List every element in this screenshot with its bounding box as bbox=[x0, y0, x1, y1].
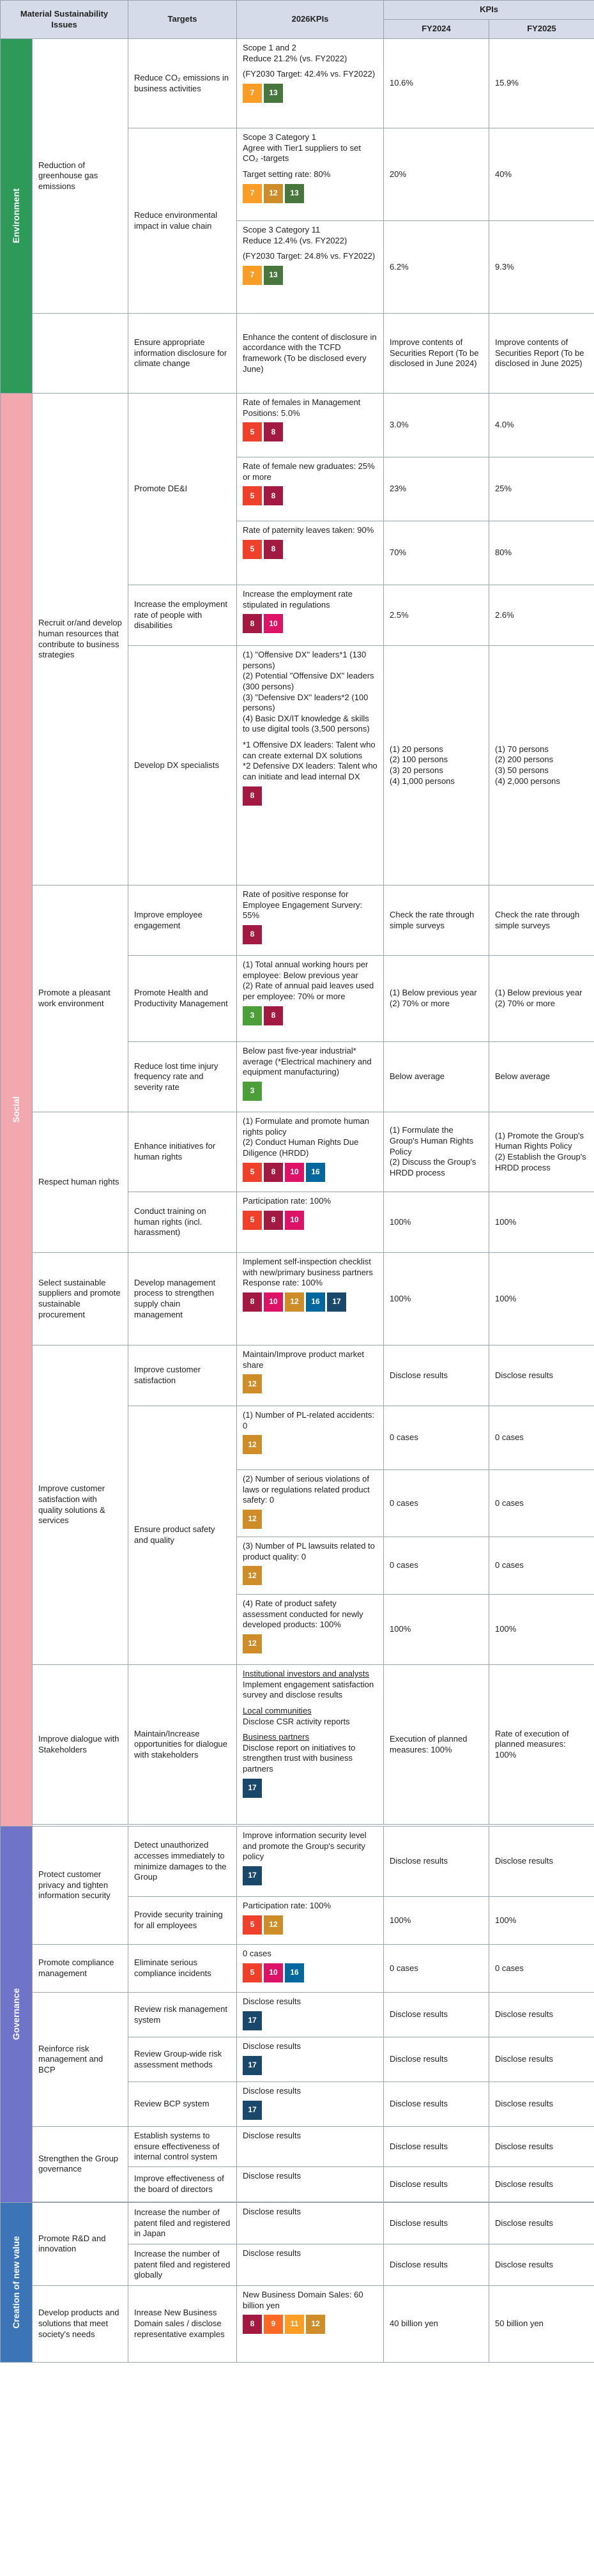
target-cell: Provide security training for all employees bbox=[128, 1897, 237, 1945]
fy2024-value: 0 cases bbox=[384, 1470, 489, 1537]
kpi-cell: Scope 3 Category 11 Reduce 12.4% (vs. FY2022) (FY2030 Target: 24.8% vs. FY2022) 7 13 bbox=[237, 221, 384, 314]
kpi-cell: Maintain/Improve product market share 12 bbox=[237, 1346, 384, 1406]
kpi-cell: (1) Number of PL-related accidents: 0 12 bbox=[237, 1406, 384, 1470]
fy2024-value: 0 cases bbox=[384, 1537, 489, 1595]
fy2025-value: 100% bbox=[489, 1595, 594, 1665]
table-row bbox=[1, 1945, 594, 1993]
issue-cell: Recruit or/and develop human resources that contribute to business strategies bbox=[33, 394, 128, 885]
kpi-cell: Participation rate: 100% 5 12 bbox=[237, 1897, 384, 1945]
target-cell: Review risk management system bbox=[128, 1993, 237, 2037]
fy2025-value: Improve contents of Securities Report (To be disclosed in June 2025) bbox=[489, 314, 594, 394]
kpi-cell: Below past five-year industrial* average (*Electrical machinery and equipment manufacturing) 3 bbox=[237, 1042, 384, 1112]
fy2025-value: 80% bbox=[489, 521, 594, 585]
target-cell: Improve effectiveness of the board of directors bbox=[128, 2166, 237, 2202]
fy2025-value: 9.3% bbox=[489, 221, 594, 314]
fy2025-value: (1) Promote the Group's Human Rights Policy (2) Establish the Group's HRDD process bbox=[489, 1112, 594, 1192]
header-2026kpis: 2026KPIs bbox=[237, 1, 384, 39]
kpi-cell: Disclose results bbox=[237, 2244, 384, 2285]
fy2024-value: Execution of planned measures: 100% bbox=[384, 1665, 489, 1825]
header-material: Material Sustainability Issues bbox=[1, 1, 128, 39]
kpi-cell: Rate of paternity leaves taken: 90% 5 8 bbox=[237, 521, 384, 585]
target-cell: Inrease New Business Domain sales / disclose representative examples bbox=[128, 2285, 237, 2362]
target-cell: Reduce lost time injury frequency rate and severity rate bbox=[128, 1042, 237, 1112]
header-kpis: KPIs bbox=[384, 1, 594, 20]
kpi-cell: Disclose results bbox=[237, 2166, 384, 2202]
header-fy2025: FY2025 bbox=[489, 20, 594, 39]
issue-cell: Promote compliance management bbox=[33, 1945, 128, 1993]
fy2025-value: Rate of execution of planned measures: 100% bbox=[489, 1665, 594, 1825]
target-cell: Review Group-wide risk assessment methods bbox=[128, 2037, 237, 2082]
kpi-cell: Participation rate: 100% 5 8 10 bbox=[237, 1192, 384, 1253]
fy2024-value: 23% bbox=[384, 457, 489, 521]
kpi-cell: 0 cases 5 10 16 bbox=[237, 1945, 384, 1993]
sdg-icons: 7 12 13 bbox=[243, 184, 377, 203]
kpi-cell: Institutional investors and analysts Implement engagement satisfaction survey and disclose results Local communities Disclose CSR activity reports Business partners Disclose report on initiatives to strengthen trust with business partners 17 bbox=[237, 1665, 384, 1825]
fy2025-value: Check the rate through simple surveys bbox=[489, 885, 594, 956]
issue-cell: Reduction of greenhouse gas emissions bbox=[33, 39, 128, 314]
fy2025-value: 2.6% bbox=[489, 585, 594, 646]
fy2024-value: 0 cases bbox=[384, 1406, 489, 1470]
sdg-icons: 7 13 bbox=[243, 84, 377, 103]
fy2024-value: Disclose results bbox=[384, 1993, 489, 2037]
fy2025-value: Disclose results bbox=[489, 2202, 594, 2244]
kpi-cell: Implement self-inspection checklist with new/primary business partners Response rate: 100% 8 10 12 16 17 bbox=[237, 1253, 384, 1346]
kpi-cell: (3) Number of PL lawsuits related to product quality: 0 12 bbox=[237, 1537, 384, 1595]
fy2024-value: Disclose results bbox=[384, 2202, 489, 2244]
target-cell: Reduce CO₂ emissions in business activities bbox=[128, 39, 237, 128]
target-cell: Establish systems to ensure effectiveness of internal control system bbox=[128, 2127, 237, 2167]
target-cell: Detect unauthorized accesses immediately to minimize damages to the Group bbox=[128, 1827, 237, 1897]
fy2024-value: (1) Formulate the Group's Human Rights Policy (2) Discuss the Group's HRDD process bbox=[384, 1112, 489, 1192]
table-row bbox=[1, 885, 594, 956]
fy2025-value: Disclose results bbox=[489, 2127, 594, 2167]
fy2025-value: Disclose results bbox=[489, 2244, 594, 2285]
fy2025-value: 0 cases bbox=[489, 1945, 594, 1993]
target-cell: Promote Health and Productivity Management bbox=[128, 956, 237, 1042]
target-cell: Review BCP system bbox=[128, 2082, 237, 2127]
category-environment: Environment bbox=[1, 39, 33, 394]
kpi-cell: (1) "Offensive DX" leaders*1 (130 persons) (2) Potential "Offensive DX" leaders (300 persons) (3) "Defensive DX" leaders*2 (100 persons) (4) Basic DX/IT knowledge & skills to use digital tools (3,500 persons) *1 Offensive DX leaders: Talent who can create external DX solutions *2 Defensive DX leaders: Talent who can initiate and lead internal DX 8 bbox=[237, 646, 384, 885]
target-cell: Increase the number of patent filed and registered in Japan bbox=[128, 2202, 237, 2244]
category-creation-of-new-value: Creation of new value bbox=[1, 2202, 33, 2362]
fy2025-value: 25% bbox=[489, 457, 594, 521]
issue-cell: Protect customer privacy and tighten information security bbox=[33, 1827, 128, 1945]
fy2025-value: 0 cases bbox=[489, 1537, 594, 1595]
fy2024-value: Disclose results bbox=[384, 2244, 489, 2285]
fy2024-value: 10.6% bbox=[384, 39, 489, 128]
target-cell: Eliminate serious compliance incidents bbox=[128, 1945, 237, 1993]
category-governance: Governance bbox=[1, 1827, 33, 2203]
target-cell: Develop management process to strengthen supply chain management bbox=[128, 1253, 237, 1346]
fy2024-value: 3.0% bbox=[384, 394, 489, 457]
fy2024-value: 100% bbox=[384, 1192, 489, 1253]
fy2025-value: (1) 70 persons (2) 200 persons (3) 50 persons (4) 2,000 persons bbox=[489, 646, 594, 885]
kpi-cell: Enhance the content of disclosure in accordance with the TCFD framework (To be disclosed every June) bbox=[237, 314, 384, 394]
fy2025-value: Below average bbox=[489, 1042, 594, 1112]
kpi-cell: Disclose results 17 bbox=[237, 2037, 384, 2082]
kpi-cell: Increase the employment rate stipulated in regulations 8 10 bbox=[237, 585, 384, 646]
fy2025-value: 100% bbox=[489, 1897, 594, 1945]
table-row bbox=[1, 2127, 594, 2167]
target-cell: Improve customer satisfaction bbox=[128, 1346, 237, 1406]
fy2025-value: 100% bbox=[489, 1253, 594, 1346]
kpi-cell: Rate of female new graduates: 25% or more 5 8 bbox=[237, 457, 384, 521]
issue-cell: Improve customer satisfaction with quality solutions & services bbox=[33, 1346, 128, 1665]
fy2024-value: 100% bbox=[384, 1595, 489, 1665]
table-row bbox=[1, 39, 594, 128]
fy2025-value: Disclose results bbox=[489, 2037, 594, 2082]
fy2025-value: Disclose results bbox=[489, 1346, 594, 1406]
kpi-cell: Rate of females in Management Positions: 5.0% 5 8 bbox=[237, 394, 384, 457]
fy2025-value: 15.9% bbox=[489, 39, 594, 128]
fy2025-value: 40% bbox=[489, 128, 594, 221]
fy2024-value: 40 billion yen bbox=[384, 2285, 489, 2362]
issue-cell: Respect human rights bbox=[33, 1112, 128, 1253]
fy2025-value: 0 cases bbox=[489, 1406, 594, 1470]
fy2024-value: 0 cases bbox=[384, 1945, 489, 1993]
fy2024-value: 20% bbox=[384, 128, 489, 221]
header-targets: Targets bbox=[128, 1, 237, 39]
fy2024-value: Check the rate through simple surveys bbox=[384, 885, 489, 956]
fy2024-value: 100% bbox=[384, 1253, 489, 1346]
fy2024-value: Disclose results bbox=[384, 1827, 489, 1897]
fy2024-value: (1) Below previous year (2) 70% or more bbox=[384, 956, 489, 1042]
target-cell: Enhance initiatives for human rights bbox=[128, 1112, 237, 1192]
fy2024-value: Disclose results bbox=[384, 2127, 489, 2167]
kpi-cell: Rate of positive response for Employee Engagement Survery: 55% 8 bbox=[237, 885, 384, 956]
target-cell: Improve employee engagement bbox=[128, 885, 237, 956]
fy2025-value: Disclose results bbox=[489, 1827, 594, 1897]
target-cell: Promote DE&I bbox=[128, 394, 237, 585]
issue-cell: Promote a pleasant work environment bbox=[33, 885, 128, 1112]
table-row bbox=[1, 1346, 594, 1406]
target-cell: Maintain/Increase opportunities for dialogue with stakeholders bbox=[128, 1665, 237, 1825]
kpi-cell: Disclose results 17 bbox=[237, 1993, 384, 2037]
target-cell: Develop DX specialists bbox=[128, 646, 237, 885]
fy2025-value: 50 billion yen bbox=[489, 2285, 594, 2362]
fy2024-value: (1) 20 persons (2) 100 persons (3) 20 persons (4) 1,000 persons bbox=[384, 646, 489, 885]
fy2025-value: Disclose results bbox=[489, 2166, 594, 2202]
fy2025-value: (1) Below previous year (2) 70% or more bbox=[489, 956, 594, 1042]
fy2024-value: 70% bbox=[384, 521, 489, 585]
kpi-cell: Scope 3 Category 1 Agree with Tier1 suppliers to set CO₂ -targets Target setting rate: 80% 7 12 13 bbox=[237, 128, 384, 221]
target-cell: Ensure appropriate information disclosure for climate change bbox=[128, 314, 237, 394]
fy2024-value: 2.5% bbox=[384, 585, 489, 646]
target-cell: Conduct training on human rights (incl. harassment) bbox=[128, 1192, 237, 1253]
table-row bbox=[1, 314, 594, 394]
fy2025-value: 100% bbox=[489, 1192, 594, 1253]
kpi-cell: Scope 1 and 2 Reduce 21.2% (vs. FY2022) (FY2030 Target: 42.4% vs. FY2022) 7 13 bbox=[237, 39, 384, 128]
table-row bbox=[1, 1253, 594, 1346]
fy2024-value: Disclose results bbox=[384, 2037, 489, 2082]
kpi-cell: (1) Formulate and promote human rights policy (2) Conduct Human Rights Due Diligence (HRDD) 5 8 10 16 bbox=[237, 1112, 384, 1192]
table-row bbox=[1, 2202, 594, 2244]
kpi-cell: (1) Total annual working hours per employee: Below previous year (2) Rate of annual paid leaves used per employee: 70% or more 3 8 bbox=[237, 956, 384, 1042]
fy2024-value: Disclose results bbox=[384, 2166, 489, 2202]
category-social: Social bbox=[1, 394, 33, 1827]
target-cell: Increase the employment rate of people with disabilities bbox=[128, 585, 237, 646]
kpi-cell: (4) Rate of product safety assessment conducted for newly developed products: 100% 12 bbox=[237, 1595, 384, 1665]
kpi-cell: Disclose results bbox=[237, 2127, 384, 2167]
table-row bbox=[1, 1665, 594, 1825]
table-row bbox=[1, 1993, 594, 2037]
table-row bbox=[1, 2285, 594, 2362]
fy2024-value: Improve contents of Securities Report (To be disclosed in June 2024) bbox=[384, 314, 489, 394]
table-row bbox=[1, 1827, 594, 1897]
fy2025-value: 4.0% bbox=[489, 394, 594, 457]
kpi-cell: Improve information security level and promote the Group's security policy 17 bbox=[237, 1827, 384, 1897]
kpi-cell: Disclose results bbox=[237, 2202, 384, 2244]
fy2025-value: 0 cases bbox=[489, 1470, 594, 1537]
table-row bbox=[1, 394, 594, 457]
fy2024-value: Disclose results bbox=[384, 1346, 489, 1406]
target-cell: Reduce environmental impact in value chain bbox=[128, 128, 237, 314]
issue-cell: Strengthen the Group governance bbox=[33, 2127, 128, 2202]
issue-cell: Reinforce risk management and BCP bbox=[33, 1993, 128, 2127]
header-row bbox=[1, 1, 594, 20]
issue-cell: Promote R&D and innovation bbox=[33, 2202, 128, 2285]
fy2024-value: Below average bbox=[384, 1042, 489, 1112]
sdg-icons: 7 13 bbox=[243, 266, 377, 285]
kpi-cell: Disclose results 17 bbox=[237, 2082, 384, 2127]
table-row bbox=[1, 1112, 594, 1192]
fy2025-value: Disclose results bbox=[489, 2082, 594, 2127]
fy2024-value: 6.2% bbox=[384, 221, 489, 314]
target-cell: Ensure product safety and quality bbox=[128, 1406, 237, 1665]
issue-cell: Select sustainable suppliers and promote sustainable procurement bbox=[33, 1253, 128, 1346]
target-cell: Increase the number of patent filed and registered globally bbox=[128, 2244, 237, 2285]
fy2024-value: Disclose results bbox=[384, 2082, 489, 2127]
fy2024-value: 100% bbox=[384, 1897, 489, 1945]
kpi-cell: (2) Number of serious violations of laws or regulations related product safety: 0 12 bbox=[237, 1470, 384, 1537]
issue-cell: Improve dialogue with Stakeholders bbox=[33, 1665, 128, 1825]
fy2025-value: Disclose results bbox=[489, 1993, 594, 2037]
kpi-cell: New Business Domain Sales: 60 billion yen 8 9 11 12 bbox=[237, 2285, 384, 2362]
issue-cell: Develop products and solutions that meet society's needs bbox=[33, 2285, 128, 2362]
header-fy2024: FY2024 bbox=[384, 20, 489, 39]
